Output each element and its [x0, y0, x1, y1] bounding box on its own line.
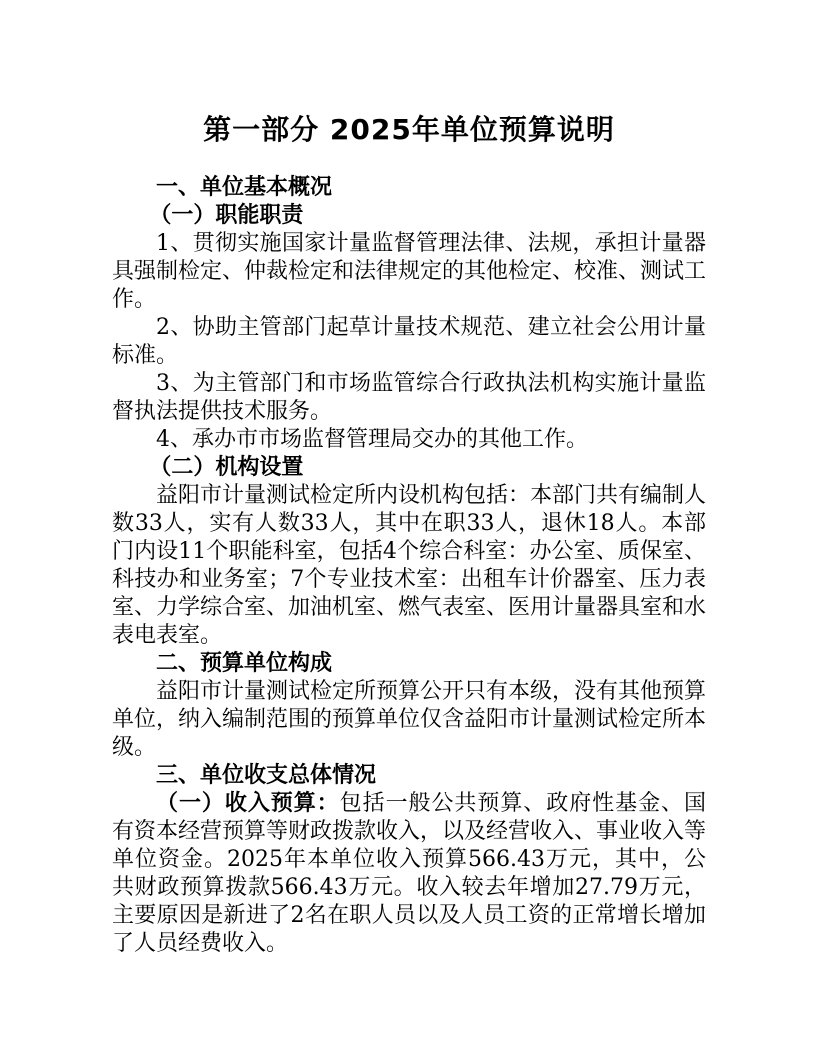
para-duty-2: 2、协助主管部门起草计量技术规范、建立社会公用计量标准。 [112, 315, 706, 368]
heading-org-setup: （二）机构设置 [149, 455, 304, 480]
para-org-setup: 益阳市计量测试检定所内设机构包括：本部门共有编制人数33人，实有人数33人，其中在职33人，退休18人。本部门内设11个职能科室，包括4个综合科室：办公室、质保室、科技办和业务室；7个专业技术室：出租车计价器室、压力表室、力学综合室、加油机室、燃气表室、医用计量器具室和水表电表室。 [112, 483, 707, 648]
document-body [112, 174, 706, 958]
heading-functions-duties: （一）职能职责 [149, 203, 304, 228]
para-duty-1: 1、贯彻实施国家计量监督管理法律、法规，承担计量器具强制检定、仲裁检定和法律规定的其他检定、校准、测试工作。 [112, 231, 707, 312]
para-income-budget-text: 包括一般公共预算、政府性基金、国有资本经营预算等财政拨款收入，以及经营收入、事业收入等单位资金。2025年本单位收入预算566.43万元，其中，公共财政预算拨款566.43万元。收入较去年增加27.79万元，主要原因是新进了2名在职人员以及人员工资的正常增长增加了人员经费收入。 [112, 791, 707, 956]
para-duty-4: 4、承办市市场监督管理局交办的其他工作。 [156, 427, 588, 452]
heading-income-expense-overview: 三、单位收支总体情况 [156, 763, 377, 788]
para-budget-unit-composition: 益阳市计量测试检定所预算公开只有本级，没有其他预算单位，纳入编制范围的预算单位仅含益阳市计量测试检定所本级。 [112, 679, 707, 760]
heading-unit-overview: 一、单位基本概况 [156, 175, 333, 200]
para-income-budget [112, 790, 706, 958]
heading-budget-unit-composition: 二、预算单位构成 [156, 651, 333, 676]
para-income-budget-lead: （一）收入预算： [156, 791, 340, 816]
para-duty-3: 3、为主管部门和市场监管综合行政执法机构实施计量监督执法提供技术服务。 [112, 371, 706, 424]
page-title: 第一部分 2025年单位预算说明 [203, 113, 615, 146]
